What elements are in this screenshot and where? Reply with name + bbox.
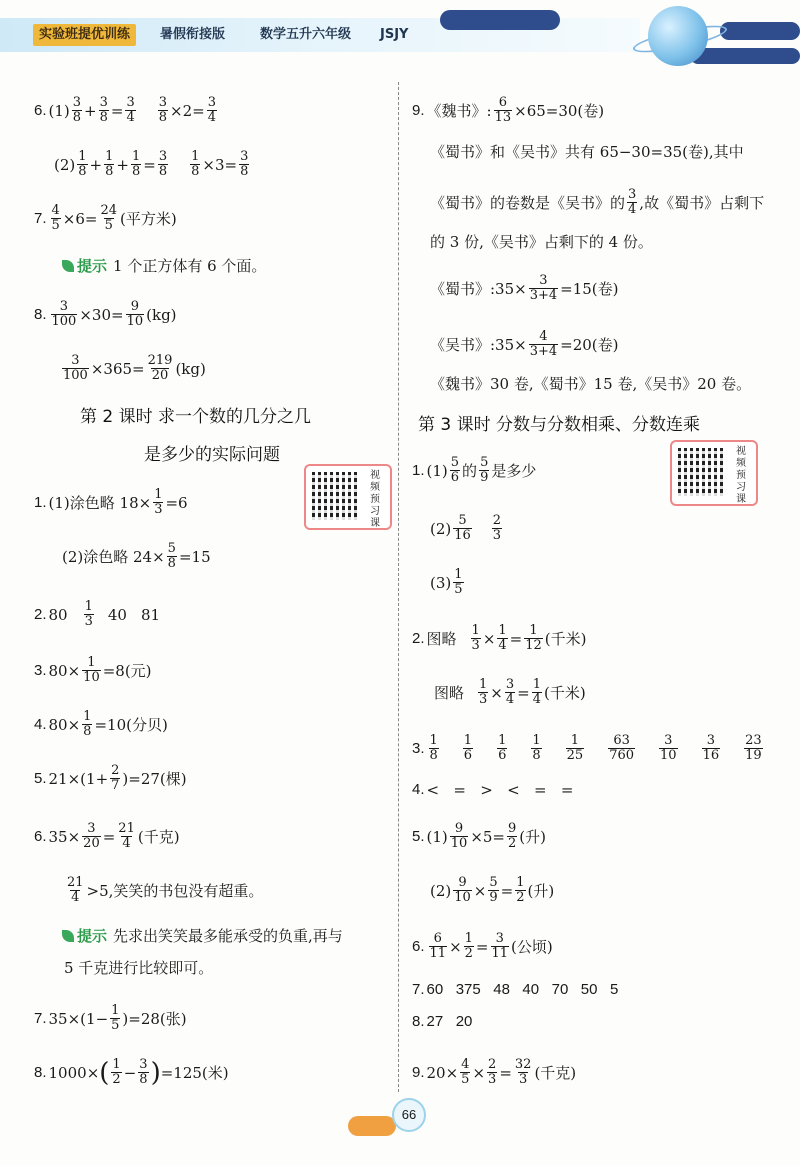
s2-q4: 4. 80× $\frac{1}{8}$ =10(分贝) [34, 709, 168, 739]
fraction-answer: $\frac{1}{6}$ [498, 733, 507, 763]
s3-q1c: (3) $\frac{1}{5}$ [430, 567, 463, 597]
right-q9-text3: 的 3 份,《吴书》占剩下的 4 份。 [430, 233, 653, 251]
left-q8b: $\frac{3}{100}$ ×365= $\frac{219}{20}$ (kg) [63, 353, 206, 383]
section-3-title: 第 3 课时 分数与分数相乘、分数连乘 [418, 415, 701, 435]
left-q8a: 8. $\frac{3}{100}$ ×30= $\frac{9}{10}$ (kg) [34, 299, 177, 329]
s3-q1a: 1. (1) $\frac{5}{6}$ 的 $\frac{5}{9}$ 是多少 [412, 455, 537, 485]
s2-q3: 3. 80× $\frac{1}{10}$ =8(元) [34, 655, 152, 685]
column-divider [398, 82, 399, 1092]
s3-q5a: 5. (1) $\frac{9}{10}$ ×5= $\frac{9}{2}$ (升) [412, 821, 546, 851]
s3-q1b: (2) $\frac{5}{16}$ $\frac{2}{3}$ [430, 513, 502, 543]
right-q9-summary: 《魏书》30 卷,《蜀书》15 卷,《吴书》20 卷。 [430, 375, 752, 393]
s3-q8: 8. 27 20 [412, 1013, 473, 1030]
fraction-answer: $\frac{1}{25}$ [566, 733, 584, 763]
right-q9-text1: 《蜀书》和《吴书》共有 65−30=35(卷),其中 [430, 143, 744, 161]
right-q9-text2: 《蜀书》的卷数是《吴书》的 $\frac{3}{4}$ ,故《蜀书》占剩下 [430, 187, 765, 217]
series-badge: 实验班提优训练 [33, 24, 136, 46]
s2-q6: 6. 35× $\frac{3}{20}$ = $\frac{21}{4}$ (千克) [34, 821, 180, 851]
cloud-decoration [690, 48, 800, 64]
s3-q2b: 图略 $\frac{1}{3}$ × $\frac{3}{4}$ = $\frac{1}{4}$ (千米) [434, 677, 586, 707]
s3-q9: 9. 20× $\frac{4}{5}$ × $\frac{2}{3}$ = $\frac{32}{3}$ (千克) [412, 1057, 577, 1087]
section-2-title: 第 2 课时 求一个数的几分之几 [80, 407, 312, 427]
s2-q7: 7. 35×(1− $\frac{1}{5}$ )=28(张) [34, 1003, 187, 1033]
video-qr-code-left[interactable]: 视频预习课 [304, 464, 392, 530]
s3-q7: 7. 60 375 48 40 70 50 5 [412, 981, 619, 998]
section-2-title-cont: 是多少的实际问题 [144, 445, 280, 465]
cloud-decoration [720, 22, 800, 40]
s2-q1a: 1. (1)涂色略 18× $\frac{1}{3}$ =6 [34, 487, 188, 517]
planet-decoration [648, 6, 708, 66]
page-header [0, 0, 800, 72]
qr-code-icon [678, 448, 726, 496]
video-qr-code-right[interactable]: 视频预习课 [670, 440, 758, 506]
left-q6b: (2) $\frac{1}{8}$ + $\frac{1}{8}$ + $\frac{1}{8}$ = $\frac{3}{8}$ $\frac{1}{8}$ ×3= $\frac{3}{8}$ [54, 149, 249, 179]
fraction-answer: $\frac{63}{760}$ [609, 733, 635, 763]
fraction-list [427, 734, 765, 763]
s2-q5: 5. 21×(1+ $\frac{2}{7}$ )=27(棵) [34, 763, 187, 793]
fraction-answer: $\frac{3}{16}$ [702, 733, 720, 763]
right-q9-shu: 《蜀书》:35× $\frac{3}{3+4}$ =15(卷) [430, 273, 619, 303]
series-name: 暑假衔接版 [160, 27, 226, 42]
cloud-decoration [440, 10, 560, 30]
s3-q4: 4. < = > < = = [412, 781, 574, 799]
fraction-answer: $\frac{3}{10}$ [660, 733, 677, 763]
right-q9-wu: 《吴书》:35× $\frac{4}{3+4}$ =20(卷) [430, 329, 619, 359]
fraction-answer: $\frac{1}{6}$ [463, 733, 473, 763]
edition-code: JSJY [380, 27, 409, 42]
left-tip1: 提示 1 个正方体有 6 个面。 [62, 256, 266, 276]
leaf-icon [62, 260, 74, 272]
s2-q1b: (2)涂色略 24× $\frac{5}{8}$ =15 [62, 541, 211, 571]
s3-q3: 3. $\frac{1}{8}$ $\frac{1}{6}$ $\frac{1}{6}$ $\frac{1}{8}$ $\frac{1}{25}$ $\frac{63}{760}$ $\frac{3}{10}$ $\frac{3}{16}$ $\frac{23}{19}$ [412, 734, 765, 763]
left-tip2: 提示 先求出笑笑最多能承受的负重,再与 [62, 926, 343, 946]
s3-q5b: (2) $\frac{9}{10}$ × $\frac{5}{9}$ = $\frac{1}{2}$ (升) [430, 875, 555, 905]
fraction-answer: $\frac{1}{8}$ [532, 733, 541, 763]
s3-q6: 6. $\frac{6}{11}$ × $\frac{1}{2}$ = $\frac{3}{11}$ (公顷) [412, 931, 553, 961]
page-number: 66 [392, 1098, 426, 1132]
s2-q8: 8. 1000× ( $\frac{1}{2}$ − $\frac{3}{8}$ ) =125(米) [34, 1057, 229, 1088]
leaf-icon [62, 930, 74, 942]
left-q7: 7. $\frac{4}{5}$ ×6= $\frac{24}{5}$ (平方米) [34, 203, 177, 233]
qr-code-icon [312, 472, 360, 520]
subject-grade: 数学五升六年级 [260, 27, 352, 42]
left-q6a: 6. (1) $\frac{3}{8}$ + $\frac{3}{8}$ = $\frac{3}{4}$ $\frac{3}{8}$ ×2= $\frac{3}{4}$ [34, 95, 217, 125]
fraction-answer: $\frac{1}{8}$ [429, 733, 438, 763]
right-q9: 9. 《魏书》: $\frac{6}{13}$ ×65=30(卷) [412, 95, 605, 125]
s2-q2: 2. 80 $\frac{1}{3}$ 40 81 [34, 599, 161, 629]
left-tip2-cont: 5 千克进行比较即可。 [64, 959, 214, 977]
submarine-decoration [348, 1116, 396, 1136]
s2-q6-conclusion: $\frac{21}{4}$ >5,笑笑的书包没有超重。 [67, 875, 264, 905]
s3-q2a: 2. 图略 $\frac{1}{3}$ × $\frac{1}{4}$ = $\frac{1}{12}$ (千米) [412, 623, 587, 653]
fraction-answer: $\frac{23}{19}$ [745, 733, 762, 763]
